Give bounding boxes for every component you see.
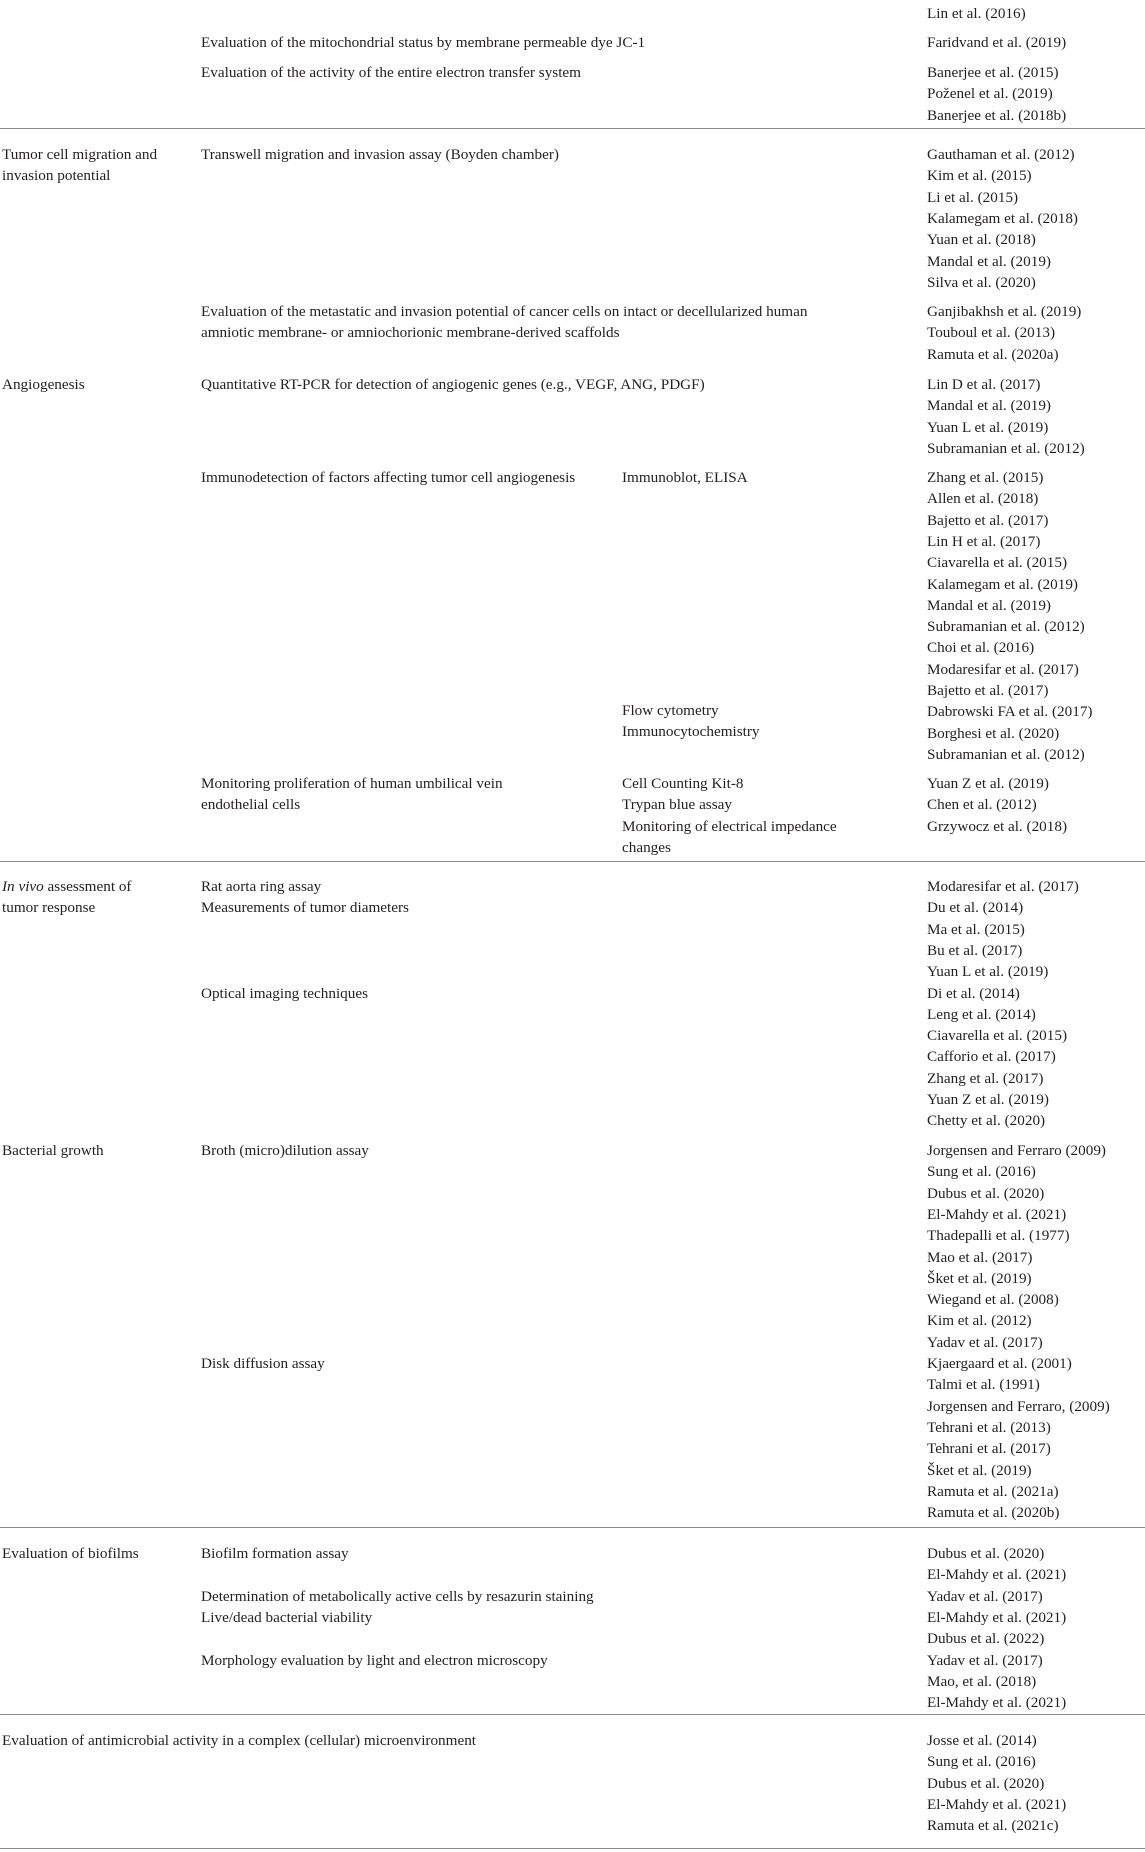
method-text: Optical imaging techniques [201,985,369,1002]
reference: Cafforio et al. (2017) [927,1048,1056,1066]
reference: Yadav et al. (2017) [927,1333,1043,1351]
reference: Ciavarella et al. (2015) [927,554,1068,572]
reference: Mao, et al. (2018) [927,1672,1037,1690]
sub-method-text: Trypan blue assay [622,796,732,814]
sub-method-text: Flow cytometry [622,702,719,719]
reference: Šket et al. (2019) [927,1461,1032,1479]
reference: Grzywocz et al. (2018) [927,817,1068,835]
method-text: Live/dead bacterial viability [201,1609,373,1626]
reference: Silva et al. (2020) [927,273,1036,291]
reference: Kim et al. (2012) [927,1312,1032,1330]
sub-method-text: changes [622,838,671,856]
reference: El-Mahdy et al. (2021) [927,1608,1067,1626]
reference: Du et al. (2014) [927,899,1024,917]
category-label: Angiogenesis [2,376,85,393]
sub-method-text: Immunocytochemistry [622,723,760,740]
method-text: Rat aorta ring assay [201,878,322,895]
reference: Subramanian et al. (2012) [927,439,1085,457]
reference: Dubus et al. (2020) [927,1774,1045,1792]
row-divider [0,1714,1145,1715]
reference: Mao et al. (2017) [927,1248,1033,1266]
reference: Tehrani et al. (2013) [927,1418,1051,1436]
reference: Ramuta et al. (2020a) [927,345,1059,363]
reference: Faridvand et al. (2019) [927,34,1067,51]
reference: Jorgensen and Ferraro (2009) [927,1142,1106,1159]
row-divider [0,1527,1145,1528]
method-text: Disk diffusion assay [201,1355,325,1372]
reference: Kalamegam et al. (2019) [927,575,1078,593]
reference: El-Mahdy et al. (2021) [927,1205,1067,1223]
reference: Ramuta et al. (2020b) [927,1504,1060,1522]
method-text: Evaluation of the metastatic and invasion potential of cancer cells on intact or decellularized human [201,303,808,320]
reference: Kalamegam et al. (2018) [927,209,1078,227]
method-text: Monitoring proliferation of human umbilical vein [201,775,503,792]
category-label: tumor response [2,899,96,916]
reference: Yadav et al. (2017) [927,1651,1043,1669]
reference: Wiegand et al. (2008) [927,1291,1059,1309]
reference: Li et al. (2015) [927,188,1019,206]
category-label: Bacterial growth [2,1142,104,1159]
reference: Yadav et al. (2017) [927,1587,1043,1605]
reference: Kjaergaard et al. (2001) [927,1355,1072,1372]
method-text: Evaluation of the activity of the entire electron transfer system [201,64,581,81]
reference: Yuan et al. (2018) [927,231,1036,249]
reference: Yuan Z et al. (2019) [927,775,1049,792]
reference: Dabrowski FA et al. (2017) [927,703,1093,721]
method-text: Quantitative RT-PCR for detection of angiogenic genes (e.g., VEGF, ANG, PDGF) [201,376,705,393]
reference: Dubus et al. (2022) [927,1630,1045,1648]
reference: Sung et al. (2016) [927,1753,1036,1771]
reference: Josse et al. (2014) [927,1732,1037,1749]
reference: Mandal et al. (2019) [927,596,1051,614]
reference: Bajetto et al. (2017) [927,511,1049,529]
category-label: Tumor cell migration and [2,146,158,163]
reference: Yuan L et al. (2019) [927,418,1049,436]
sub-method-text: Immunoblot, ELISA [622,469,748,486]
reference: Modaresifar et al. (2017) [927,660,1079,678]
reference: Mandal et al. (2019) [927,252,1051,270]
reference: Bajetto et al. (2017) [927,682,1049,699]
reference: Banerjee et al. (2018b) [927,106,1067,124]
method-text: Evaluation of the mitochondrial status by membrane permeable dye JC-1 [201,34,646,51]
reference: Talmi et al. (1991) [927,1376,1040,1394]
reference: Jorgensen and Ferraro, (2009) [927,1397,1110,1415]
row-divider [0,861,1145,862]
sub-method-text: Monitoring of electrical impedance [622,817,837,835]
reference: Kim et al. (2015) [927,167,1032,185]
reference: Sung et al. (2016) [927,1163,1036,1181]
reference: Zhang et al. (2017) [927,1069,1044,1087]
sub-method-text: Cell Counting Kit-8 [622,775,744,792]
reference: Yuan L et al. (2019) [927,963,1049,981]
category-label: In vivo assessment of [2,878,132,895]
reference: Leng et al. (2014) [927,1005,1036,1023]
reference: Lin D et al. (2017) [927,376,1041,393]
method-text: Broth (micro)dilution assay [201,1142,369,1159]
reference: Borghesi et al. (2020) [927,724,1060,742]
reference: Poženel et al. (2019) [927,85,1053,103]
reference: Modaresifar et al. (2017) [927,878,1079,895]
reference: Ramuta et al. (2021c) [927,1817,1059,1835]
reference: El-Mahdy et al. (2021) [927,1795,1067,1813]
reference: Lin et al. (2016) [927,5,1026,22]
reference: Choi et al. (2016) [927,639,1035,657]
reference: Bu et al. (2017) [927,941,1023,959]
reference: Dubus et al. (2020) [927,1184,1045,1202]
row-divider [0,128,1145,129]
category-label: Evaluation of biofilms [2,1545,139,1562]
reference: Tehrani et al. (2017) [927,1440,1051,1458]
method-text: Immunodetection of factors affecting tumor cell angiogenesis [201,469,576,486]
method-text: Determination of metabolically active cells by resazurin staining [201,1588,594,1605]
reference: El-Mahdy et al. (2021) [927,1694,1067,1712]
reference: Subramanian et al. (2012) [927,745,1085,763]
reference: Zhang et al. (2015) [927,469,1044,486]
reference: El-Mahdy et al. (2021) [927,1566,1067,1584]
method-text: Morphology evaluation by light and electron microscopy [201,1652,548,1669]
method-text: Measurements of tumor diameters [201,899,409,916]
category-label: invasion potential [2,167,111,185]
reference: Gauthaman et al. (2012) [927,146,1075,163]
reference: Di et al. (2014) [927,984,1020,1002]
method-text: Transwell migration and invasion assay (Boyden chamber) [201,146,559,163]
reference: Ramuta et al. (2021a) [927,1482,1059,1500]
reference: Thadepalli et al. (1977) [927,1227,1070,1245]
category-label: Evaluation of antimicrobial activity in a complex (cellular) microenvironment [2,1732,477,1749]
reference: Dubus et al. (2020) [927,1545,1045,1562]
reference: Ganjibakhsh et al. (2019) [927,303,1082,320]
reference: Ciavarella et al. (2015) [927,1027,1068,1045]
reference: Yuan Z et al. (2019) [927,1091,1049,1108]
method-text: amniotic membrane- or amniochorionic membrane-derived scaffolds [201,324,620,342]
reference: Ma et al. (2015) [927,920,1025,938]
reference: Mandal et al. (2019) [927,397,1051,415]
reference: Šket et al. (2019) [927,1269,1032,1287]
method-text: endothelial cells [201,796,301,814]
reference: Subramanian et al. (2012) [927,618,1085,636]
reference: Touboul et al. (2013) [927,324,1056,342]
reference: Allen et al. (2018) [927,490,1039,508]
method-text: Biofilm formation assay [201,1545,349,1562]
reference: Banerjee et al. (2015) [927,64,1059,81]
reference: Chetty et al. (2020) [927,1112,1046,1130]
reference: Lin H et al. (2017) [927,532,1041,550]
table-bottom-rule [0,1848,1145,1849]
reference: Chen et al. (2012) [927,796,1037,814]
